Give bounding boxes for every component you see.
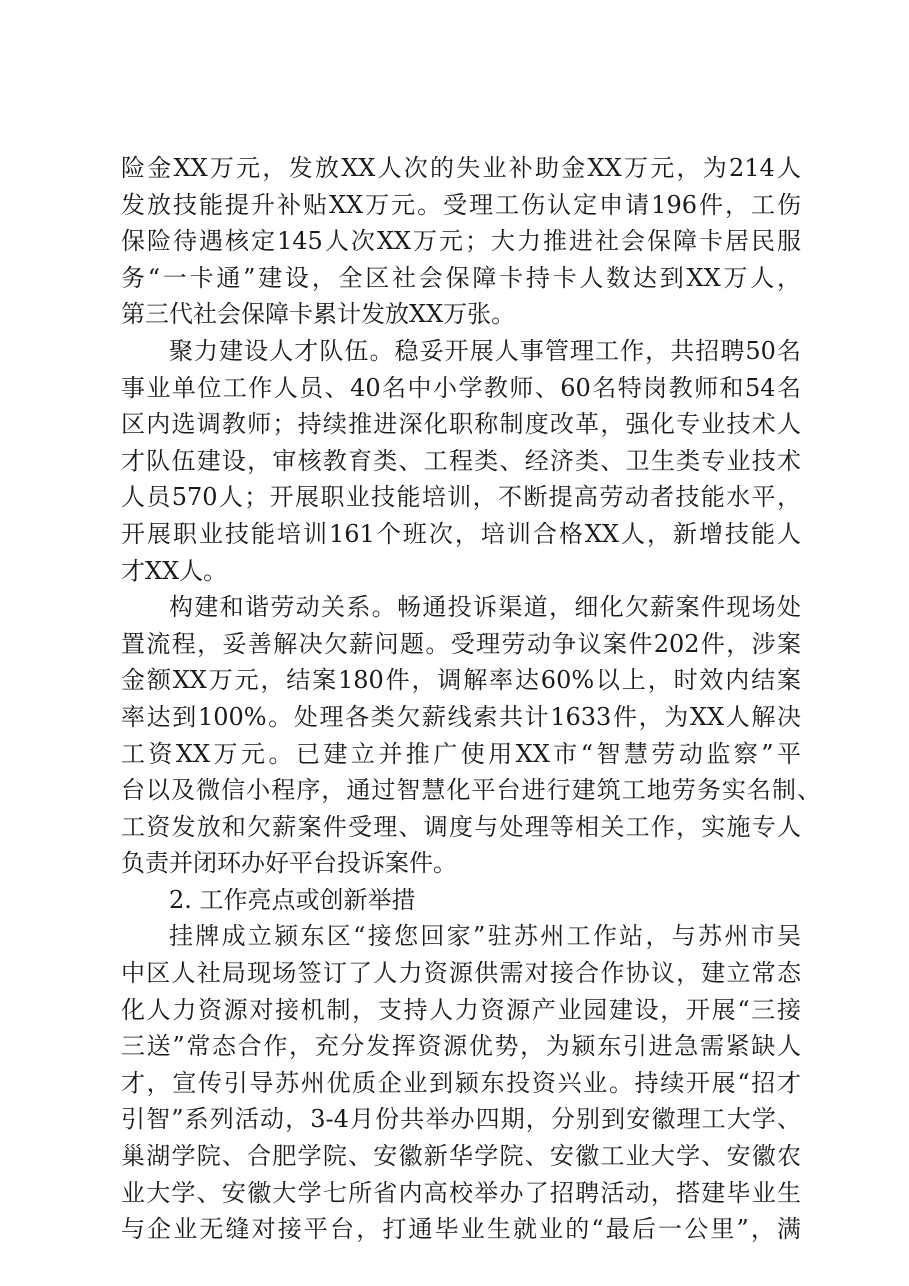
text-line: 险金XX万元，发放XX人次的失业补助金XX万元，为214人 xyxy=(121,154,801,182)
text-line: 才队伍建设，审核教育类、工程类、经济类、卫生类专业技术 xyxy=(121,446,801,475)
text-line: 事业单位工作人员、40名中小学教师、60名特岗教师和54名 xyxy=(121,373,801,402)
text-line: 金额XX万元，结案180件，调解率达60%以上，时效内结案 xyxy=(121,666,801,695)
text-line: 才XX人。 xyxy=(121,556,228,585)
text-line: 区内选调教师；持续推进深化职称制度改革，强化专业技术人 xyxy=(121,410,801,439)
paragraph-first-line: 聚力建设人才队伍。稳妥开展人事管理工作，共招聘50名 xyxy=(169,336,801,365)
text-line: 引智”系列活动，3-4月份共举办四期，分别到安徽理工大学、 xyxy=(121,1105,801,1134)
text-line: 巢湖学院、合肥学院、安徽新华学院、安徽工业大学、安徽农 xyxy=(121,1142,801,1171)
text-line: 中区人社局现场签订了人力资源供需对接合作协议，建立常态 xyxy=(121,959,801,988)
text-line: 人员570人；开展职业技能培训，不断提高劳动者技能水平， xyxy=(121,483,801,512)
text-line: 负责并闭环办好平台投诉案件。 xyxy=(121,849,457,878)
paragraph-first-line: 构建和谐劳动关系。畅通投诉渠道，细化欠薪案件现场处 xyxy=(169,593,801,622)
document-page xyxy=(121,150,821,1248)
text-line: 率达到100%。处理各类欠薪线索共计1633件，为XX人解决 xyxy=(121,702,801,731)
text-line: 业大学、安徽大学七所省内高校举办了招聘活动，搭建毕业生 xyxy=(121,1178,801,1207)
text-line: 务“一卡通”建设，全区社会保障卡持卡人数达到XX万人， xyxy=(121,263,801,292)
text-line: 工资XX万元。已建立并推广使用XX市“智慧劳动监察”平 xyxy=(121,739,801,768)
paragraph-first-line: 挂牌成立颍东区“接您回家”驻苏州工作站，与苏州市吴 xyxy=(169,922,801,951)
text-line: 三送”常态合作，充分发挥资源优势，为颍东引进急需紧缺人 xyxy=(121,1032,801,1061)
text-line: 化人力资源对接机制，支持人力资源产业园建设，开展“三接 xyxy=(121,995,801,1024)
section-heading: 2. 工作亮点或创新举措 xyxy=(169,885,416,914)
text-line: 第三代社会保障卡累计发放XX万张。 xyxy=(121,300,516,329)
text-line: 保险待遇核定145人次XX万元；大力推进社会保障卡居民服 xyxy=(121,227,801,256)
text-line: 开展职业技能培训161个班次，培训合格XX人，新增技能人 xyxy=(121,519,801,548)
text-line: 发放技能提升补贴XX万元。受理工伤认定申请196件，工伤 xyxy=(121,190,801,219)
text-line: 才，宣传引导苏州优质企业到颍东投资兴业。持续开展“招才 xyxy=(121,1068,801,1097)
text-line: 工资发放和欠薪案件受理、调度与处理等相关工作，实施专人 xyxy=(121,812,801,841)
text-line: 台以及微信小程序，通过智慧化平台进行建筑工地劳务实名制、 xyxy=(121,776,821,805)
text-line: 与企业无缝对接平台，打通毕业生就业的“最后一公里”，满 xyxy=(121,1215,801,1244)
text-line: 置流程，妥善解决欠薪问题。受理劳动争议案件202件，涉案 xyxy=(121,629,801,658)
